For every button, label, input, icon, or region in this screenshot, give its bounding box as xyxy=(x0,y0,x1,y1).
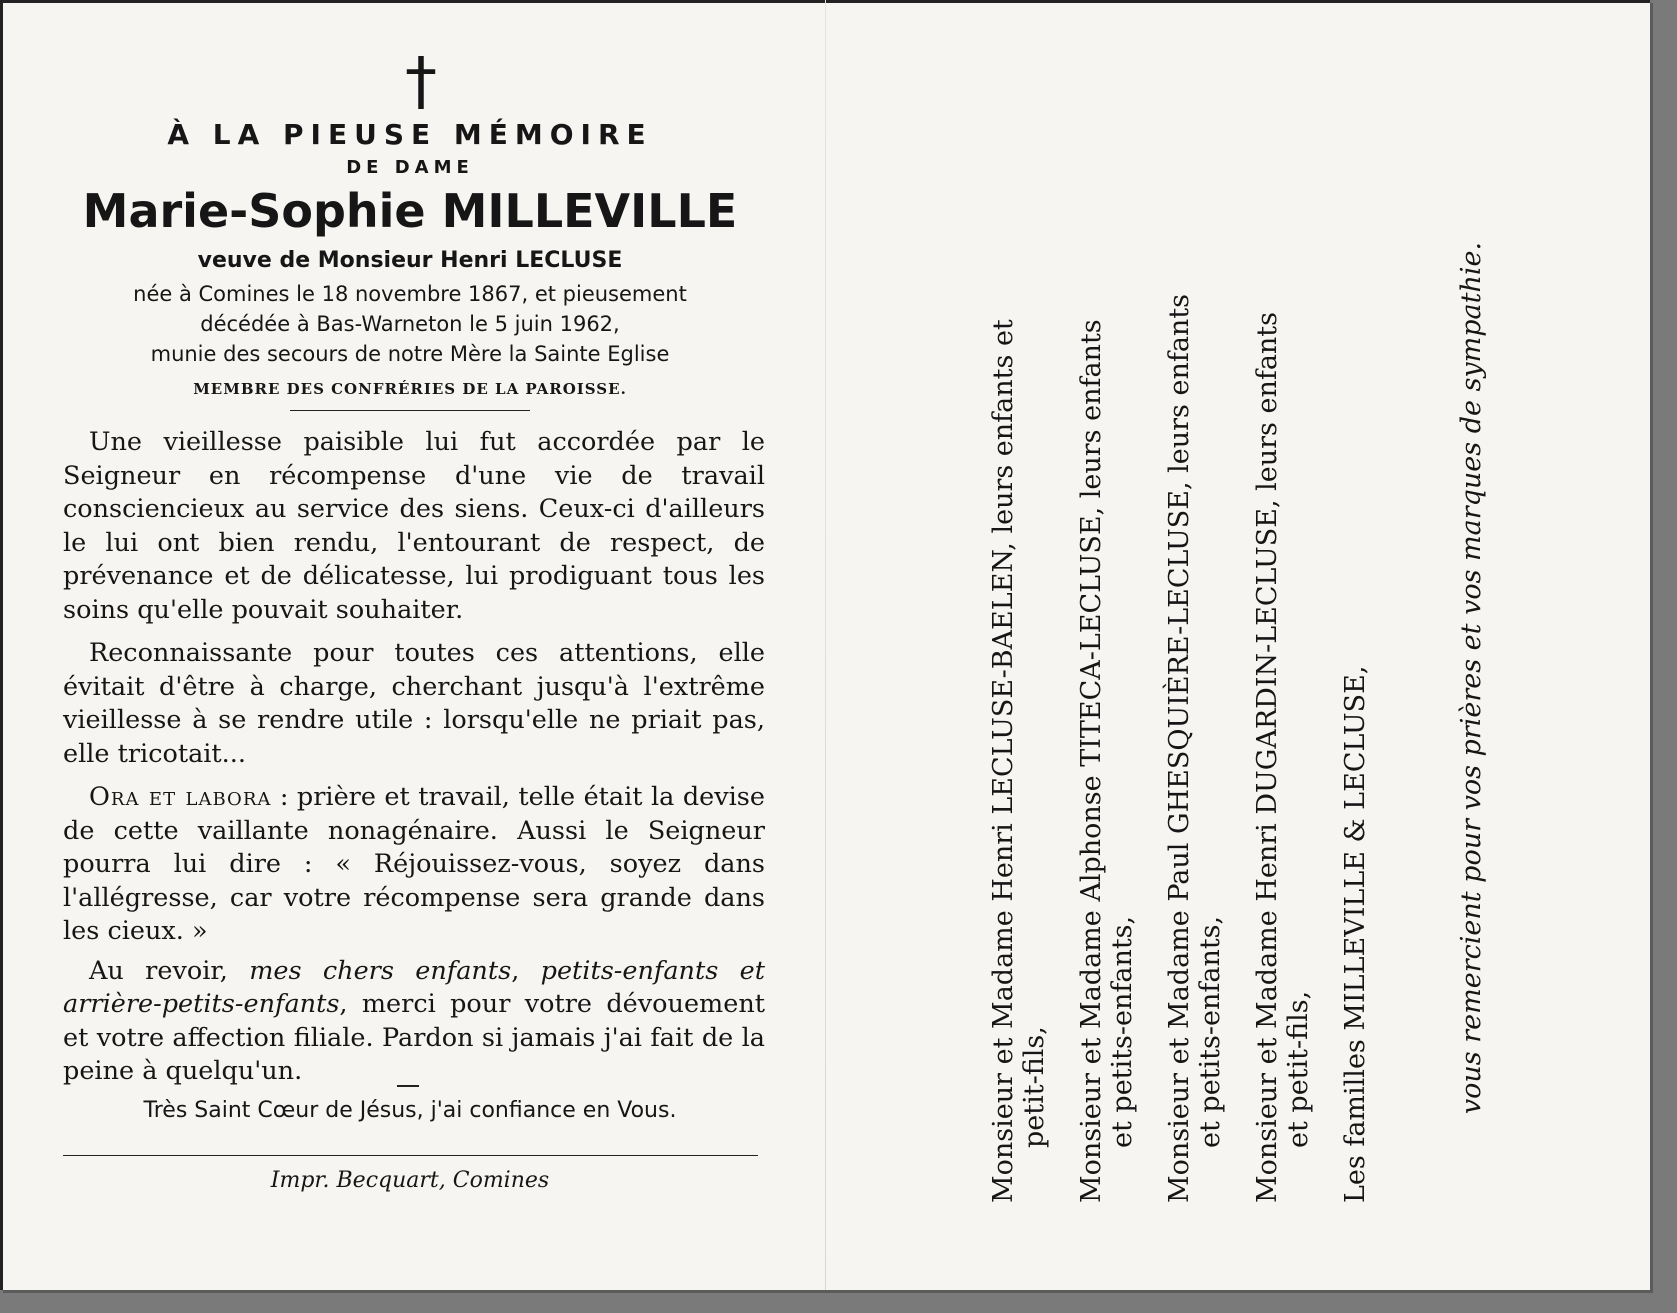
eulogy-text xyxy=(63,426,765,1099)
motto: Ora et labora xyxy=(89,782,272,812)
family-line: Monsieur et Madame Alphonse TITECA-LECLUSE, leurs enfants xyxy=(1076,319,1107,1203)
card-edge-left xyxy=(0,0,3,1290)
family-line: et petits-enfants, xyxy=(1107,915,1138,1148)
deceased-name: Marie-Sophie MILLEVILLE xyxy=(82,184,738,238)
family-line: Monsieur et Madame Henri DUGARDIN-LECLUSE, leurs enfants xyxy=(1252,311,1283,1203)
family-line: Monsieur et Madame Paul GHESQUIÈRE-LECLUSE, leurs enfants xyxy=(1164,293,1195,1203)
prayer-line: Très Saint Cœur de Jésus, j'ai confiance en Vous. xyxy=(143,1098,677,1123)
family-entry xyxy=(1340,666,1371,1203)
divider xyxy=(397,1085,419,1087)
paragraph-text: : prière et travail, telle était la devise de cette vaillante nonagénaire. Aussi le Seigneur pourra lui dire : « Réjouissez-vous, soyez dans l'allégresse, car votre récompense sera grande dans les cieux. » xyxy=(63,782,765,946)
widow-line: veuve de Monsieur Henri LECLUSE xyxy=(197,248,623,273)
death-line: décédée à Bas-Warneton le 5 juin 1962, xyxy=(200,312,620,336)
paragraph: Une vieillesse paisible lui fut accordée par le Seigneur en récompense d'une vie de travail consciencieux au service des siens. Ceux-ci d'ailleurs le lui ont bien rendu, l'entourant de respect, de prévenance et de délicatesse, lui prodiguant tous les soins qu'elle pouvait souhaiter. xyxy=(63,427,765,625)
family-line: Monsieur et Madame Henri LECLUSE-BAELEN, leurs enfants et xyxy=(988,319,1019,1203)
divider xyxy=(63,1155,758,1156)
emphasis: mes chers enfants xyxy=(249,955,512,986)
paragraph: Reconnaissante pour toutes ces attentions, elle évitait d'être à charge, cherchant jusqu'à l'extrême vieillesse à se rendre utile : lorsqu'elle ne priait pas, elle tricotait... xyxy=(63,638,765,769)
family-line: Les familles MILLEVILLE & LECLUSE, xyxy=(1340,665,1371,1203)
right-panel xyxy=(988,143,1558,1213)
emphasis: petits-enfants et arrière-petits-enfants xyxy=(63,955,765,1019)
paragraph-text: , xyxy=(511,955,541,986)
birth-line: née à Comines le 18 novembre 1867, et pieusement xyxy=(133,282,687,306)
memorial-heading: À LA PIEUSE MÉMOIRE xyxy=(167,118,653,151)
family-entry xyxy=(1164,294,1226,1203)
confraternity-line: MEMBRE DES CONFRÉRIES DE LA PAROISSE. xyxy=(193,380,627,398)
printer-credit: Impr. Becquart, Comines xyxy=(270,1168,550,1193)
paragraph-text: Au revoir, xyxy=(89,955,250,986)
family-entry xyxy=(1076,319,1138,1203)
paragraph-text: , merci pour votre dévouement et votre affection filiale. Pardon si jamais j'ai fait de la peine à quelqu'un. xyxy=(63,989,765,1086)
family-line: et petit-fils, xyxy=(1283,990,1314,1148)
sacraments-line: munie des secours de notre Mère la Sainte Eglise xyxy=(150,342,670,366)
paragraph xyxy=(63,955,765,1089)
thanks-line: vous remercient pour vos prières et vos marques de sympathie. xyxy=(1456,241,1487,1115)
divider xyxy=(290,410,530,411)
family-entry xyxy=(1252,312,1314,1203)
card-fold xyxy=(825,0,826,1290)
family-line: petit-fils, xyxy=(1019,1026,1050,1148)
family-entry xyxy=(988,319,1050,1203)
family-line: et petits-enfants, xyxy=(1195,915,1226,1148)
paragraph xyxy=(63,781,765,949)
memorial-subheading: DE DAME xyxy=(346,157,474,178)
cross-icon: † xyxy=(405,45,437,119)
